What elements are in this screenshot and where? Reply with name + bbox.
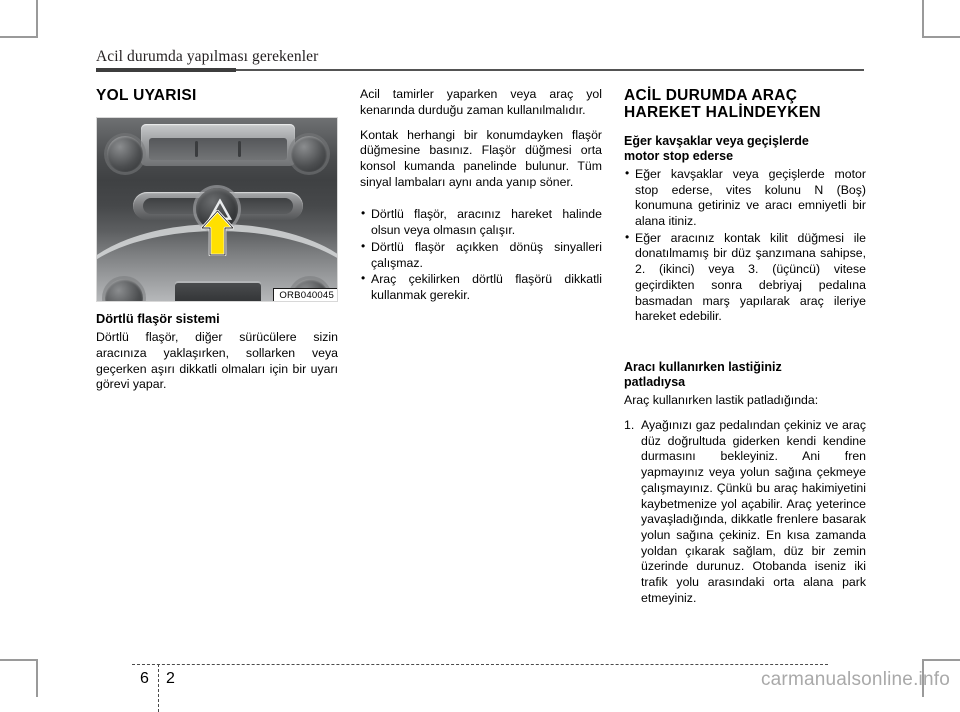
subheading-1-line-2: motor stop ederse	[624, 148, 734, 163]
list-item: • Araç çekilirken dörtlü flaşörü dikkatli kullanmak gerekir.	[360, 272, 602, 303]
crop-mark-bottom-right-horizontal	[922, 659, 960, 661]
subheading-1-line-1: Eğer kavşaklar veya geçişlerde	[624, 133, 809, 148]
right-column	[624, 87, 866, 616]
site-watermark: carmanualsonline.info	[760, 669, 950, 690]
console-knob-upper-left	[107, 136, 143, 172]
right-column-spacer	[624, 334, 866, 360]
middle-column	[360, 87, 602, 313]
figure-center-console-hazard-button	[96, 117, 338, 302]
callout-arrow-icon	[201, 210, 234, 256]
manual-page	[96, 48, 866, 687]
footer-dashed-rule	[132, 664, 828, 665]
section-title-line-1: ACİL DURUMDA ARAÇ	[624, 87, 798, 105]
crop-mark-top-left-horizontal	[0, 36, 38, 38]
console-lower-vent	[175, 283, 261, 302]
list-item: • Dörtlü flaşör, aracınız hareket halinde olsun veya olmasın çalışır.	[360, 207, 602, 238]
right-bullet-list	[624, 167, 866, 325]
crop-mark-top-right-vertical	[922, 0, 924, 38]
middle-paragraph-2: Kontak herhangi bir konumdayken flaşör düğmesine basınız. Flaşör düğmesi orta konsol kumanda panelinde bulunur. Tüm sinyal lambaları aynı anda yanıp söner.	[360, 127, 602, 189]
running-head: Acil durumda yapılması gerekenler	[96, 48, 319, 65]
crop-mark-top-right-horizontal	[922, 36, 960, 38]
middle-bullet-list	[360, 207, 602, 303]
crop-mark-bottom-left-vertical	[36, 659, 38, 697]
section-title-line-2: HAREKET HALİNDEYKEN	[624, 104, 821, 122]
folio-dashed-separator	[158, 664, 159, 712]
subheading-2-line-2: patladıysa	[624, 375, 686, 390]
figure-id-label: ORB040045	[273, 288, 338, 302]
right-numbered-list	[624, 418, 866, 607]
crop-mark-top-left-vertical	[36, 0, 38, 38]
vent-slat-left	[195, 141, 198, 157]
subheading-araci-kullanirken	[624, 360, 866, 390]
middle-paragraph-1: Acil tamirler yaparken veya araç yol kenarında durduğu zaman kullanılmalıdır.	[360, 87, 602, 117]
subheading-dortlu-flasor-sistemi: Dörtlü flaşör sistemi	[96, 311, 220, 327]
list-item: • Dörtlü flaşör açıkken dönüş sinyalleri çalışmaz.	[360, 240, 602, 271]
list-item: • Eğer kavşaklar veya geçişlerde motor stop ederse, vites kolunu N (Boş) konumuna getiriniz ve aracı emniyetli bir alana itiniz.	[624, 167, 866, 230]
crop-mark-bottom-left-horizontal	[0, 659, 38, 661]
middle-column-spacer	[360, 199, 602, 207]
section-title-yol-uyarisi: YOL UYARISI	[96, 87, 197, 105]
list-item: • Eğer aracınız kontak kilit düğmesi ile donatılmamış bir düz şanzımana sahipse, 2. (ikinci) veya 3. (üçüncü) vitese geçirdikten sonra debriyaj pedalına basmadan marş yapılarak araç ileriye hareket edebilir.	[624, 231, 866, 325]
header-rule-thin-segment	[236, 69, 864, 71]
section-title-acil-durumda-arac	[624, 87, 866, 122]
header-rule-thick-segment	[96, 68, 236, 72]
dashboard-upper-vent	[149, 138, 287, 160]
subheading-2-line-1: Aracı kullanırken lastiğiniz	[624, 360, 782, 375]
three-column-layout	[96, 87, 864, 616]
folio-chapter-number: 6	[140, 670, 149, 687]
console-knob-upper-right	[291, 136, 327, 172]
right-lead-in-text: Araç kullanırken lastik patladığında:	[624, 393, 819, 408]
left-column-paragraph: Dörtlü flaşör, diğer sürücülere sizin aracınıza yaklaşırken, sollarken veya geçerken aşırı dikkatli olmaları için bir uyarı görevi yapar.	[96, 330, 338, 392]
left-column	[96, 87, 338, 393]
list-item	[624, 418, 866, 607]
list-item-number: 1.	[624, 417, 635, 432]
vent-slat-right	[238, 141, 241, 157]
list-item-text: Ayağınızı gaz pedalından çekiniz ve araç düz doğrultuda giderken kendi kendine durmasını bekleyiniz. Ani fren yapmayınız veya yolun sağına çekmeye çalışmayınız. Çünkü bu araç hakimiyetini kaybetmenize yol açabilir. Araç yeterince yavaşladığında, dikkatle frenlere basarak yolun sağına çekiniz. En kısa zamanda yoldan çıkarak sağlam, düz bir zemin üzerinde durunuz. Otobanda iseniz iki trafik yolu arasındaki orta alana park etmeyiniz.	[641, 417, 866, 605]
header-rule	[96, 68, 864, 72]
folio-page-number: 2	[166, 670, 175, 687]
subheading-eger-kavsaklar	[624, 134, 866, 164]
